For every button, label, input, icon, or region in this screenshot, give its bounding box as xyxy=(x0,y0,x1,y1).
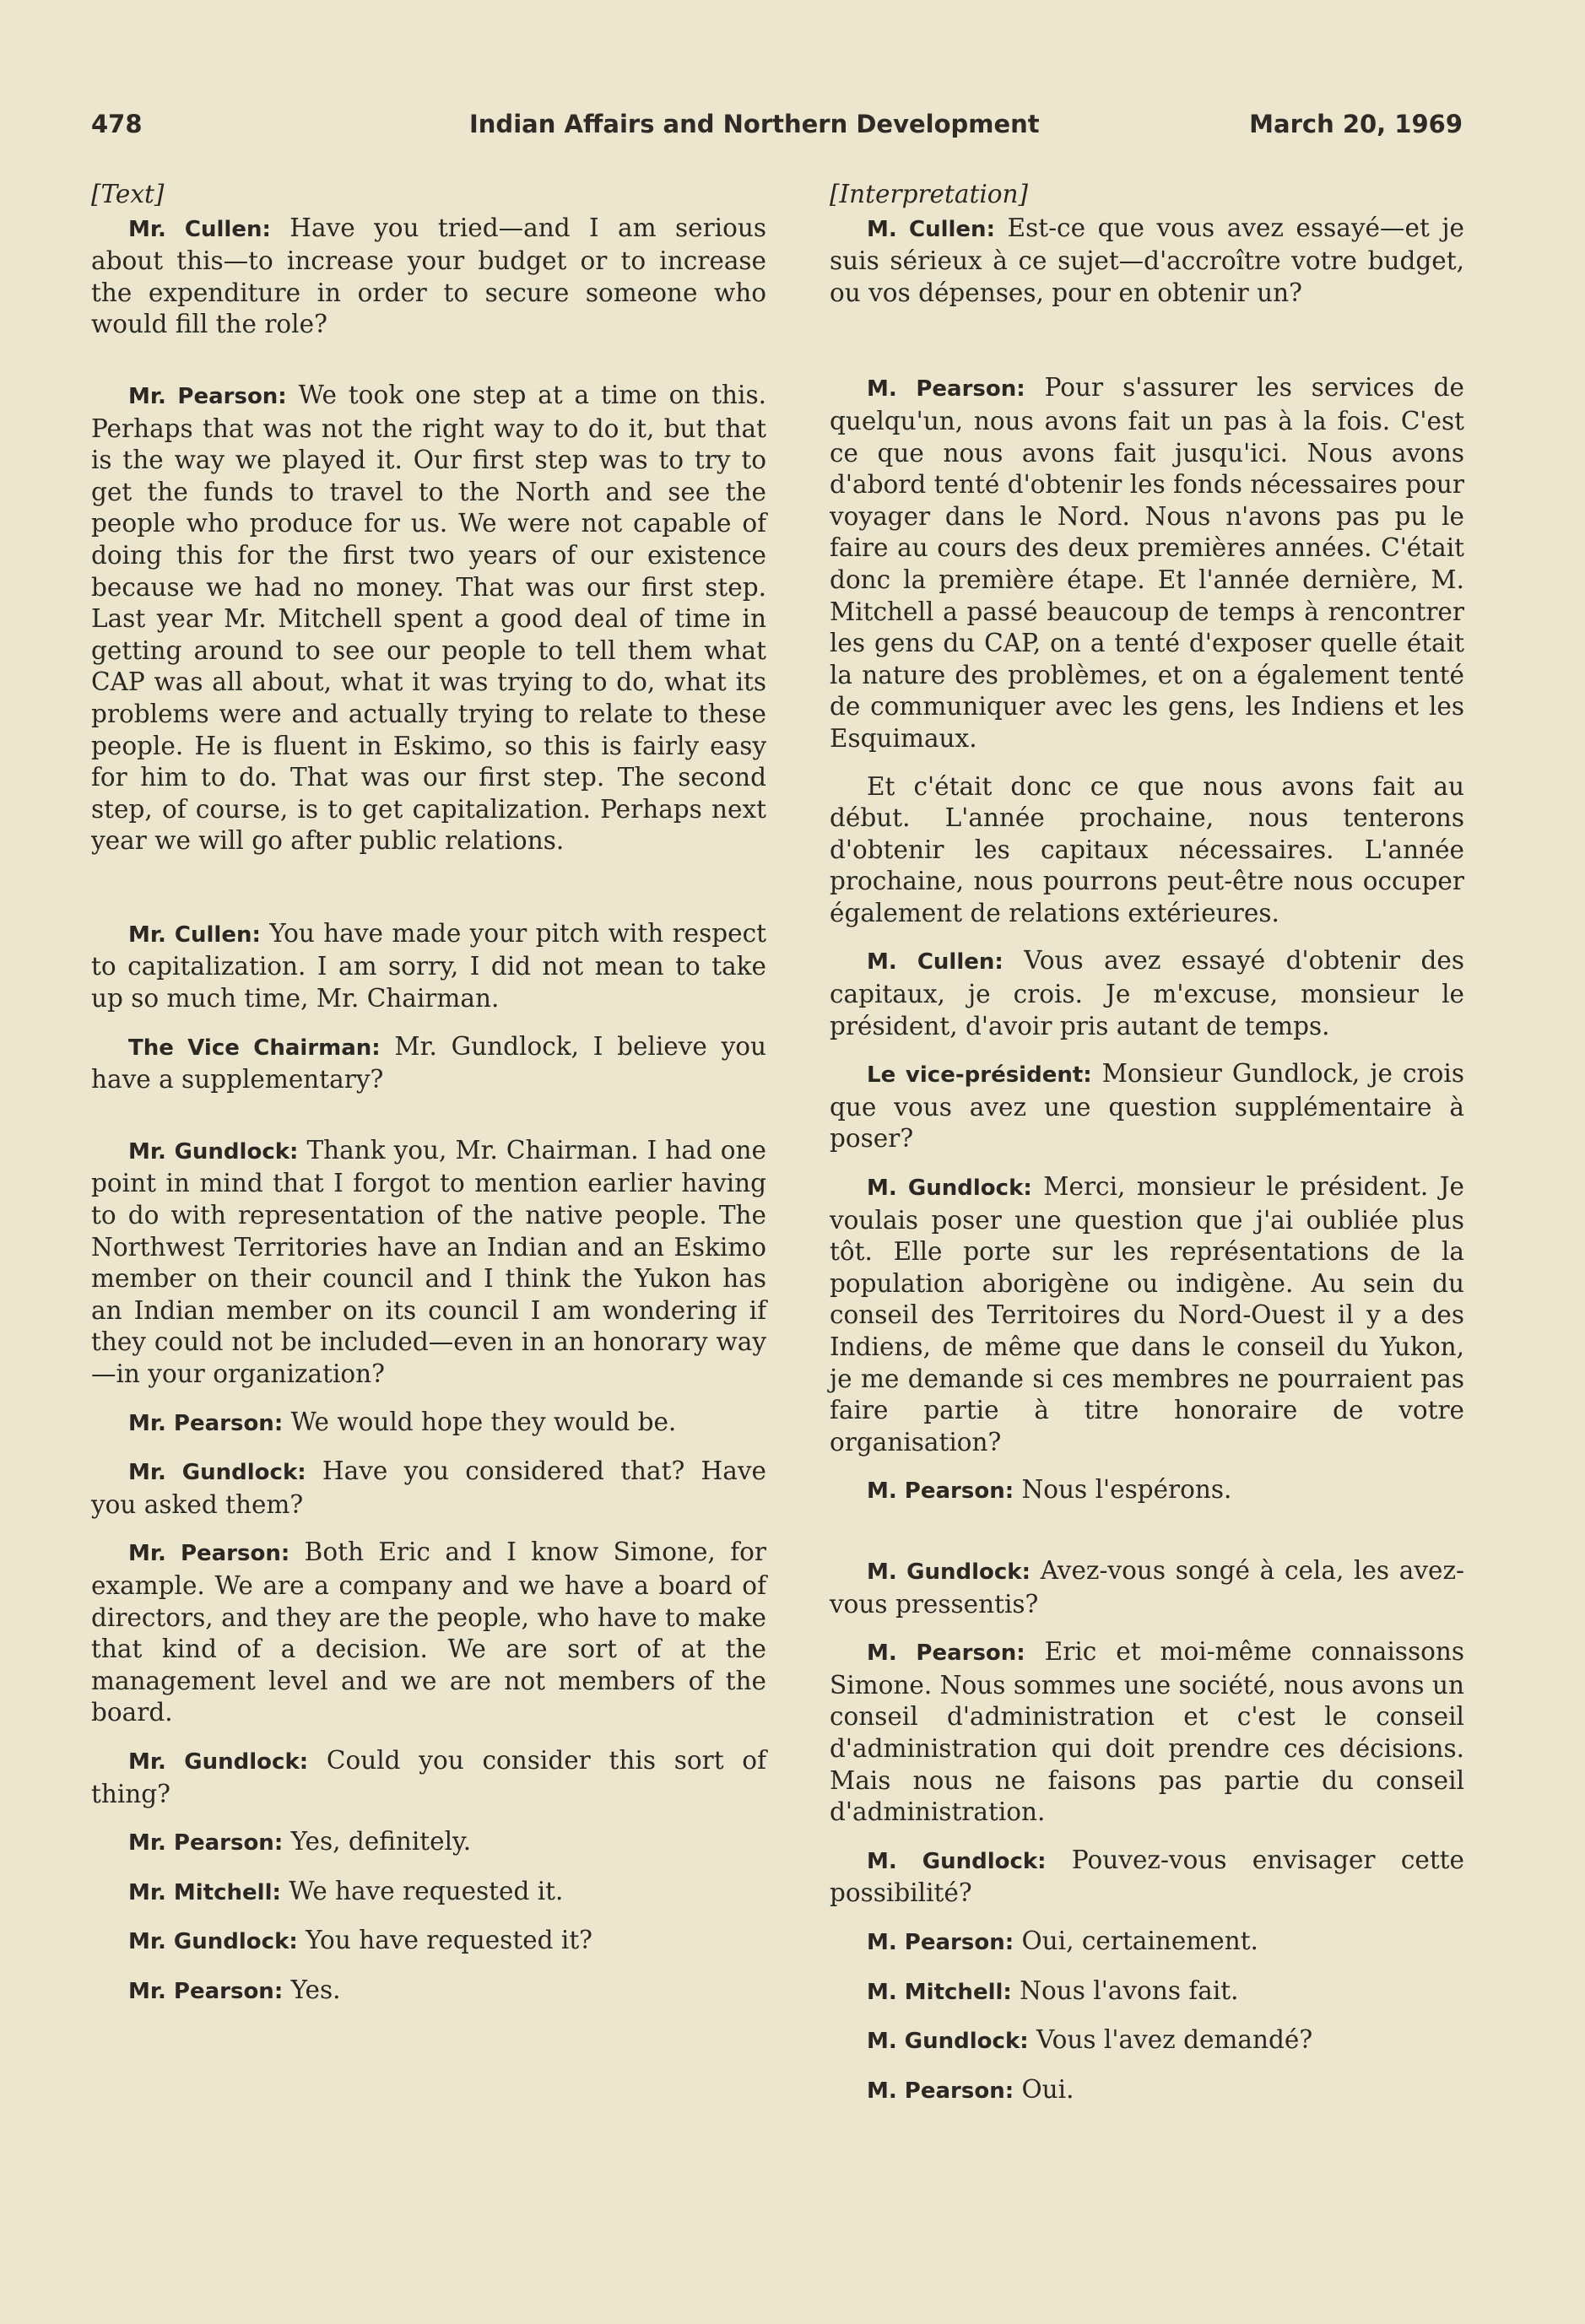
speaker-name: Mr. Cullen: xyxy=(128,216,271,242)
paragraph-text: Yes, definitely. xyxy=(283,1827,472,1856)
speaker-name: M. Pearson: xyxy=(867,376,1025,403)
speaker-name: M. Cullen: xyxy=(867,216,995,242)
speaker-name: Mr. Mitchell: xyxy=(128,1879,281,1905)
paragraph-text: Mr. Gundlock, I believe you have a supplementary? xyxy=(91,1031,766,1094)
paragraph-text: Merci, monsieur le président. Je voulais poser une question que j'ai oubliée plus tôt. Elle porte sur les représentations de la population aborigène ou indigène. Au sein du conseil des Territoires du Nord-Ouest il y a des Indiens, de même que dans le conseil du Yukon, je me demande si ces membres ne pourraient pas faire partie à titre honoraire de votre organisation? xyxy=(830,1172,1464,1457)
paragraph xyxy=(830,372,1464,754)
speaker-name: Mr. Pearson: xyxy=(128,1830,284,1856)
speaker-name: Mr. Gundlock: xyxy=(128,1748,309,1775)
paragraph xyxy=(830,1171,1464,1458)
paragraph-text: Yes. xyxy=(283,1975,341,2004)
paragraph xyxy=(830,1555,1464,1620)
paragraph xyxy=(830,1845,1464,1910)
paragraph xyxy=(91,1876,766,1910)
speaker-name: M. Gundlock: xyxy=(867,1559,1031,1585)
paragraph xyxy=(830,1474,1464,1508)
speaker-name: Mr. Cullen: xyxy=(128,921,261,948)
speaker-name: Le vice-président: xyxy=(867,1062,1092,1089)
paragraph-text: Vous l'avez demandé? xyxy=(1028,2025,1313,2055)
paragraph xyxy=(91,918,766,1015)
paragraph xyxy=(830,1926,1464,1959)
english-column xyxy=(91,179,766,2008)
paragraph xyxy=(91,1745,766,1810)
running-title: Indian Affairs and Northern Development xyxy=(469,110,1040,138)
paragraph xyxy=(91,1031,766,1096)
speaker-name: Mr. Pearson: xyxy=(128,1541,290,1567)
speaker-name: The Vice Chairman: xyxy=(128,1035,381,1061)
speaker-name: M. Pearson: xyxy=(867,1478,1014,1505)
paragraph-text: We took one step at a time on this. Perhaps that was not the right way to do it, but that is the way we played it. Our first step was to try to get the funds to travel to the North and see the people who produce for us. We were not capable of doing this for the first two years of our existence because we had no money. That was our first step. Last year Mr. Mitchell spent a good deal of time in getting around to see our people to tell them what CAP was all about, what it was trying to do, what its problems were and actually trying to relate to these people. He is fluent in Eskimo, so this is fairly easy for him to do. That was our first step. The second step, of course, is to get capitalization. Perhaps next year we will go after public relations. xyxy=(91,380,767,856)
header-date: March 20, 1969 xyxy=(1249,110,1463,138)
paragraph-text: Eric et moi-même connaissons Simone. Nous sommes une société, nous avons un conseil d'administration et c'est le conseil d'administration qui doit prendre ces décisions. Mais nous ne faisons pas partie du conseil d'administration. xyxy=(830,1637,1464,1827)
paragraph-text: Est-ce que vous avez essayé—et je suis sérieux à ce sujet—d'accroître votre budget, ou vos dépenses, pour en obtenir un? xyxy=(830,213,1464,307)
paragraph-text: We have requested it. xyxy=(280,1876,564,1905)
speaker-name: Mr. Pearson: xyxy=(128,1410,284,1436)
speaker-name: Mr. Pearson: xyxy=(128,383,287,409)
paragraph-text: Have you tried—and I am serious about this—to increase your budget or to increase the expenditure in order to secure someone who would fill the role? xyxy=(91,213,767,339)
paragraph xyxy=(91,1826,766,1860)
speaker-name: M. Pearson: xyxy=(867,1640,1025,1667)
section-label-text: [Text] xyxy=(91,180,165,208)
paragraph xyxy=(91,1925,766,1959)
speaker-name: Mr. Gundlock: xyxy=(128,1138,299,1165)
paragraph xyxy=(91,1975,766,2008)
paragraph-text: Oui, certainement. xyxy=(1014,1926,1258,1955)
paragraph xyxy=(830,1975,1464,2009)
paragraph-text: You have made your pitch with respect to capitalization. I am sorry, I did not mean to take up so much time, Mr. Chairman. xyxy=(91,918,766,1013)
paragraph xyxy=(91,1407,766,1440)
paragraph-text: Both Eric and I know Simone, for example. We are a company and we have a board of directors, and they are the people, who have to make that kind of a decision. We are sort of at the management level and we are not members of the board. xyxy=(91,1538,766,1727)
paragraph-text: Pour s'assurer les services de quelqu'un, nous avons fait un pas à la fois. C'est ce que nous avons fait jusqu'ici. Nous avons d'abord tenté d'obtenir les fonds nécessaires pour voyager dans le Nord. Nous n'avons pas pu le faire au cours des deux premières années. C'était donc la première étape. Et l'année dernière, M. Mitchell a passé beaucoup de temps à rencontrer les gens du CAP, on a tenté d'exposer quelle était la nature des problèmes, et on a également tenté de communiquer avec les gens, les Indiens et les Esquimaux. xyxy=(830,373,1465,753)
paragraph-text: Nous l'avons fait. xyxy=(1011,1975,1239,2005)
paragraph-text: We would hope they would be. xyxy=(283,1407,677,1436)
paragraph xyxy=(830,771,1464,930)
paragraph-text: Could you consider this sort of thing? xyxy=(91,1745,766,1808)
paragraph-text: Avez-vous songé à cela, les avez-vous pressentis? xyxy=(830,1555,1464,1619)
section-label-interpretation: [Interpretation] xyxy=(830,180,1029,208)
speaker-name: M. Pearson: xyxy=(867,1929,1014,1955)
speaker-name: Mr. Gundlock: xyxy=(128,1460,306,1486)
paragraph xyxy=(91,1135,766,1391)
paragraph xyxy=(91,213,766,341)
paragraph-text: Pouvez-vous envisager cette possibilité? xyxy=(830,1845,1464,1908)
speaker-name: Mr. Gundlock: xyxy=(128,1929,298,1955)
speaker-name: M. Pearson: xyxy=(867,2078,1014,2104)
paragraph xyxy=(830,2024,1464,2058)
speaker-name: Mr. Pearson: xyxy=(128,1978,284,2004)
speaker-name: M. Mitchell: xyxy=(867,1979,1012,2005)
paragraph-text: Monsieur Gundlock, je crois que vous avez une question supplémentaire à poser? xyxy=(830,1059,1464,1154)
paragraph-text: You have requested it? xyxy=(297,1926,592,1955)
paragraph-text: Have you considered that? Have you asked them? xyxy=(91,1457,766,1519)
speaker-name: M. Gundlock: xyxy=(867,2029,1029,2055)
page-header xyxy=(91,110,1463,147)
paragraph xyxy=(830,213,1464,310)
paragraph-text: Thank you, Mr. Chairman. I had one point in mind that I forgot to mention earlier having to do with representation of the native people. The Northwest Territories have an Indian and an Eskimo member on their council and I think the Yukon has an Indian member on its council I am wondering if they could not be included—even in an honorary way—in your organization? xyxy=(91,1135,767,1388)
paragraph xyxy=(830,945,1464,1042)
paragraph-text: Et c'était donc ce que nous avons fait au début. L'année prochaine, nous tenterons d'obtenir les capitaux nécessaires. L'année prochaine, nous pourrons peut-être nous occuper également de relations extérieures. xyxy=(830,771,1464,927)
paragraph xyxy=(830,2074,1464,2108)
paragraph xyxy=(91,1537,766,1729)
speaker-name: M. Gundlock: xyxy=(867,1848,1047,1874)
paragraph-text: Nous l'espérons. xyxy=(1014,1475,1232,1505)
paragraph-text: Oui. xyxy=(1014,2074,1074,2104)
paragraph-text: Vous avez essayé d'obtenir des capitaux, je crois. Je m'excuse, monsieur le président, d'avoir pris autant de temps. xyxy=(830,946,1464,1040)
speaker-name: M. Cullen: xyxy=(867,949,1003,976)
french-column xyxy=(830,179,1464,2107)
paragraph xyxy=(830,1636,1464,1829)
paragraph xyxy=(830,1058,1464,1155)
paragraph xyxy=(91,1456,766,1521)
page-number: 478 xyxy=(91,110,143,138)
speaker-name: M. Gundlock: xyxy=(867,1176,1032,1202)
paragraph xyxy=(91,380,766,857)
